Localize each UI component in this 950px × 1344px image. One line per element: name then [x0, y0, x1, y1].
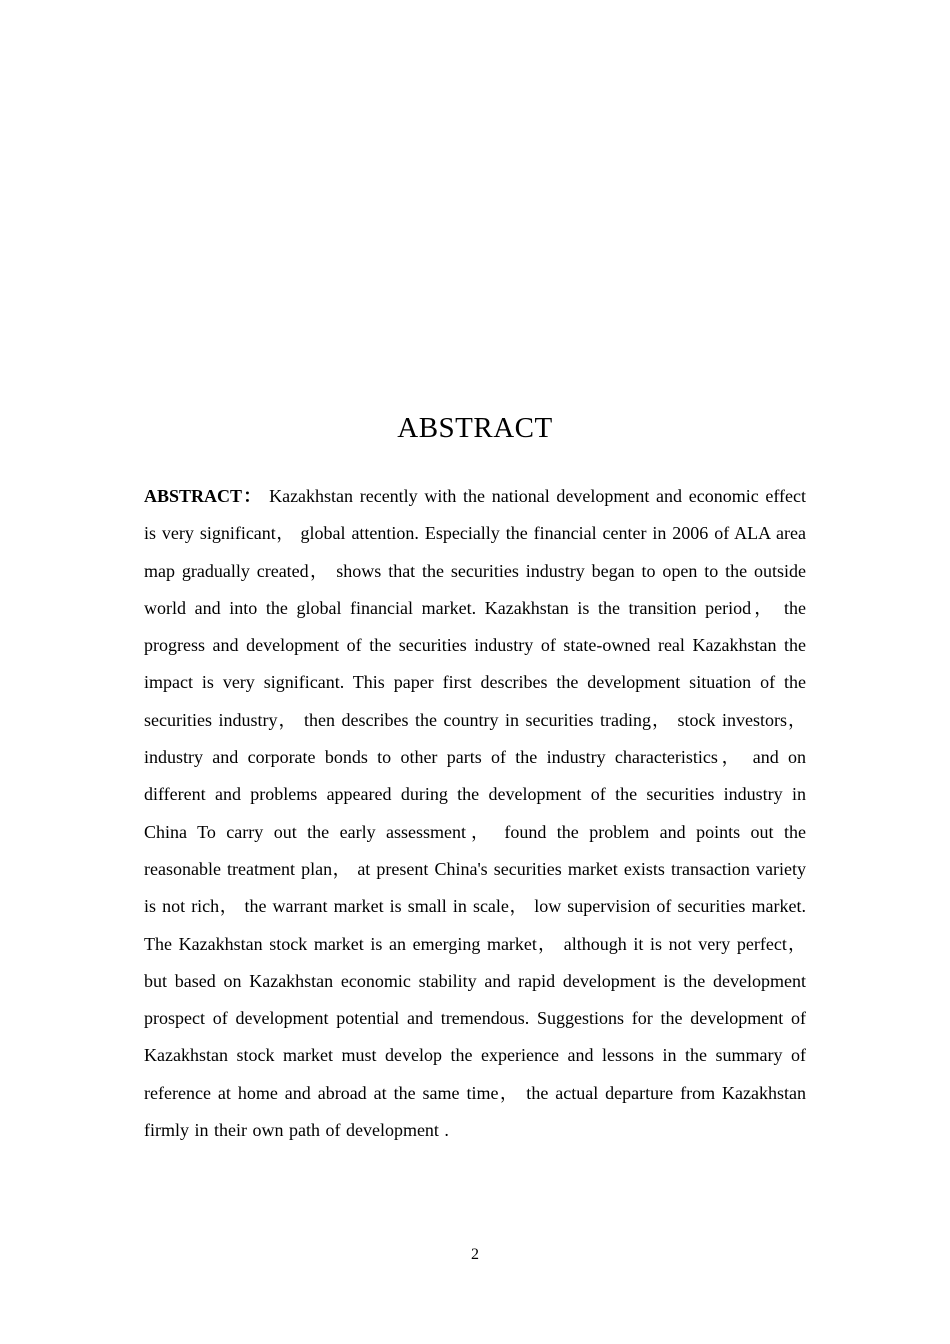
abstract-paragraph [144, 478, 806, 1149]
abstract-text: Kazakhstan recently with the national development and economic effect is very significant， global attention. Especially the financial center in 2006 of ALA area map gradually created， shows that the securities industry began to open to the outside world and into the global financial market. Kazakhstan is the transition period， the progress and development of the securities industry of state-owned real Kazakhstan the impact is very significant. This paper first describes the development situation of the securities industry， then describes the country in securities trading， stock investors， industry and corporate bonds to other parts of the industry characteristics， and on different and problems appeared during the development of the securities industry in China To carry out the early assessment， found the problem and points out the reasonable treatment plan， at present China's securities market exists transaction variety is not rich， the warrant market is small in scale， low supervision of securities market. The Kazakhstan stock market is an emerging market， although it is not very perfect， but based on Kazakhstan economic stability and rapid development is the development prospect of development potential and tremendous. Suggestions for the development of Kazakhstan stock market must develop the experience and lessons in the summary of reference at home and abroad at the same time， the actual departure from Kazakhstan firmly in their own path of development . [144, 486, 806, 1141]
page-number: 2 [471, 1246, 479, 1263]
abstract-label: ABSTRACT： [144, 486, 263, 506]
abstract-title: ABSTRACT [397, 412, 553, 444]
